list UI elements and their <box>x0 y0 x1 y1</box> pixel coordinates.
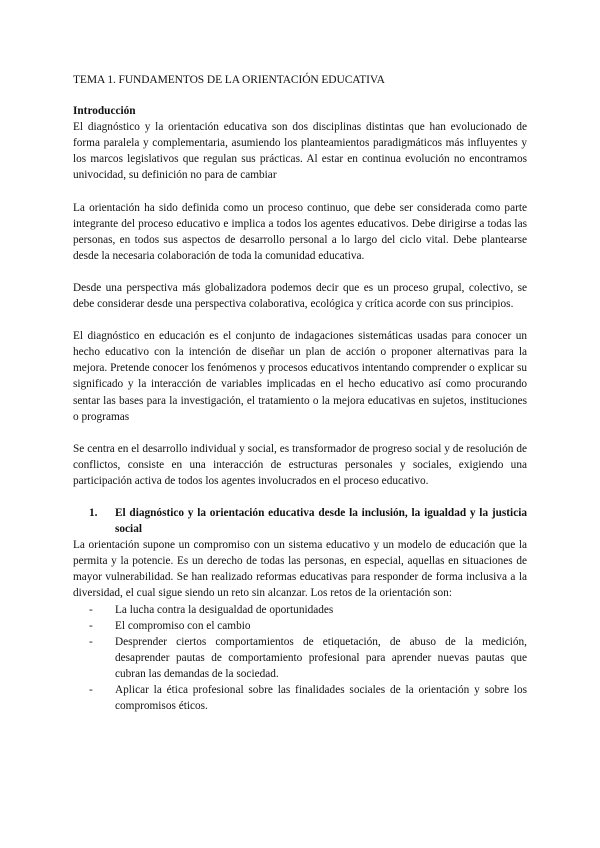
list-item <box>73 618 527 634</box>
challenges-list <box>73 602 527 715</box>
list-item <box>73 602 527 618</box>
intro-paragraph-4: El diagnóstico en educación es el conjunto de indagaciones sistemáticas usadas para conocer un hecho educativo con la intención de diseñar un plan de acción o proponer alternativas para la mejora. Pretende conocer los fenómenos y procesos educativos intentando comprender o explicar su significado y la interacción de variables implicadas en el hecho educativo así como procurando sentar las bases para la investigación, el tratamiento o la mejora educativas en sujetos, instituciones o programas <box>73 330 527 423</box>
list-item-text: La lucha contra la desigualdad de oportunidades <box>115 603 334 616</box>
list-item <box>73 682 527 714</box>
list-item-text: Aplicar la ética profesional sobre las finalidades sociales de la orientación y sobre los compromisos éticos. <box>115 684 527 713</box>
bullet-dash: - <box>89 635 93 648</box>
document-title: TEMA 1. FUNDAMENTOS DE LA ORIENTACIÓN EDUCATIVA <box>73 74 385 86</box>
bullet-dash: - <box>89 603 93 616</box>
intro-paragraph-5: Se centra en el desarrollo individual y social, es transformador de progreso social y de resolución de conflictos, consiste en una interacción de estructuras personales y sociales, exigiendo una participación activa de todos los agentes involucrados en el proceso educativo. <box>73 442 527 487</box>
list-item-text: El compromiso con el cambio <box>115 619 251 632</box>
section-1-number: 1. <box>89 506 98 519</box>
intro-paragraph-2: La orientación ha sido definida como un proceso continuo, que debe ser considerada como parte integrante del proceso educativo e implica a todos los agentes educativos. Debe dirigirse a todas las personas, en todos sus aspectos de desarrollo personal a lo largo del ciclo vital. Debe plantearse desde la necesaria colaboración de toda la comunidad educativa. <box>73 201 527 262</box>
intro-paragraph-1: El diagnóstico y la orientación educativa son dos disciplinas distintas que han evolucionado de forma paralela y complementaria, asumiendo los planteamientos paradigmáticos más influyentes y los marcos legislativos que regulan sus prácticas. Al estar en continua evolución no encontramos univocidad, su definición no para de cambiar <box>73 121 527 182</box>
bullet-dash: - <box>89 619 93 632</box>
bullet-dash: - <box>89 684 93 696</box>
section-1-heading <box>73 505 527 537</box>
intro-heading: Introducción <box>73 105 136 118</box>
intro-paragraph-3: Desde una perspectiva más globalizadora podemos decir que es un proceso grupal, colectivo, se debe considerar desde una perspectiva colaborativa, ecológica y crítica acorde con sus principios. <box>73 281 527 311</box>
list-item <box>73 634 527 682</box>
section-1-title: El diagnóstico y la orientación educativa desde la inclusión, la igualdad y la justicia social <box>115 506 527 536</box>
section-1-paragraph: La orientación supone un compromiso con un sistema educativo y un modelo de educación que la permita y la potencie. Es un derecho de todas las personas, en especial, aquellas en situaciones de mayor vulnerabilidad. Se han realizado reformas educativas para responder de forma inclusiva a la diversidad, el cual sigue siendo un reto sin alcanzar. Los retos de la orientación son: <box>73 539 527 600</box>
list-item-text: Desprender ciertos comportamientos de etiquetación, de abuso de la medición, desaprender pautas de comportamiento profesional para aprender nuevas pautas que cubran las demandas de la sociedad. <box>115 635 527 680</box>
